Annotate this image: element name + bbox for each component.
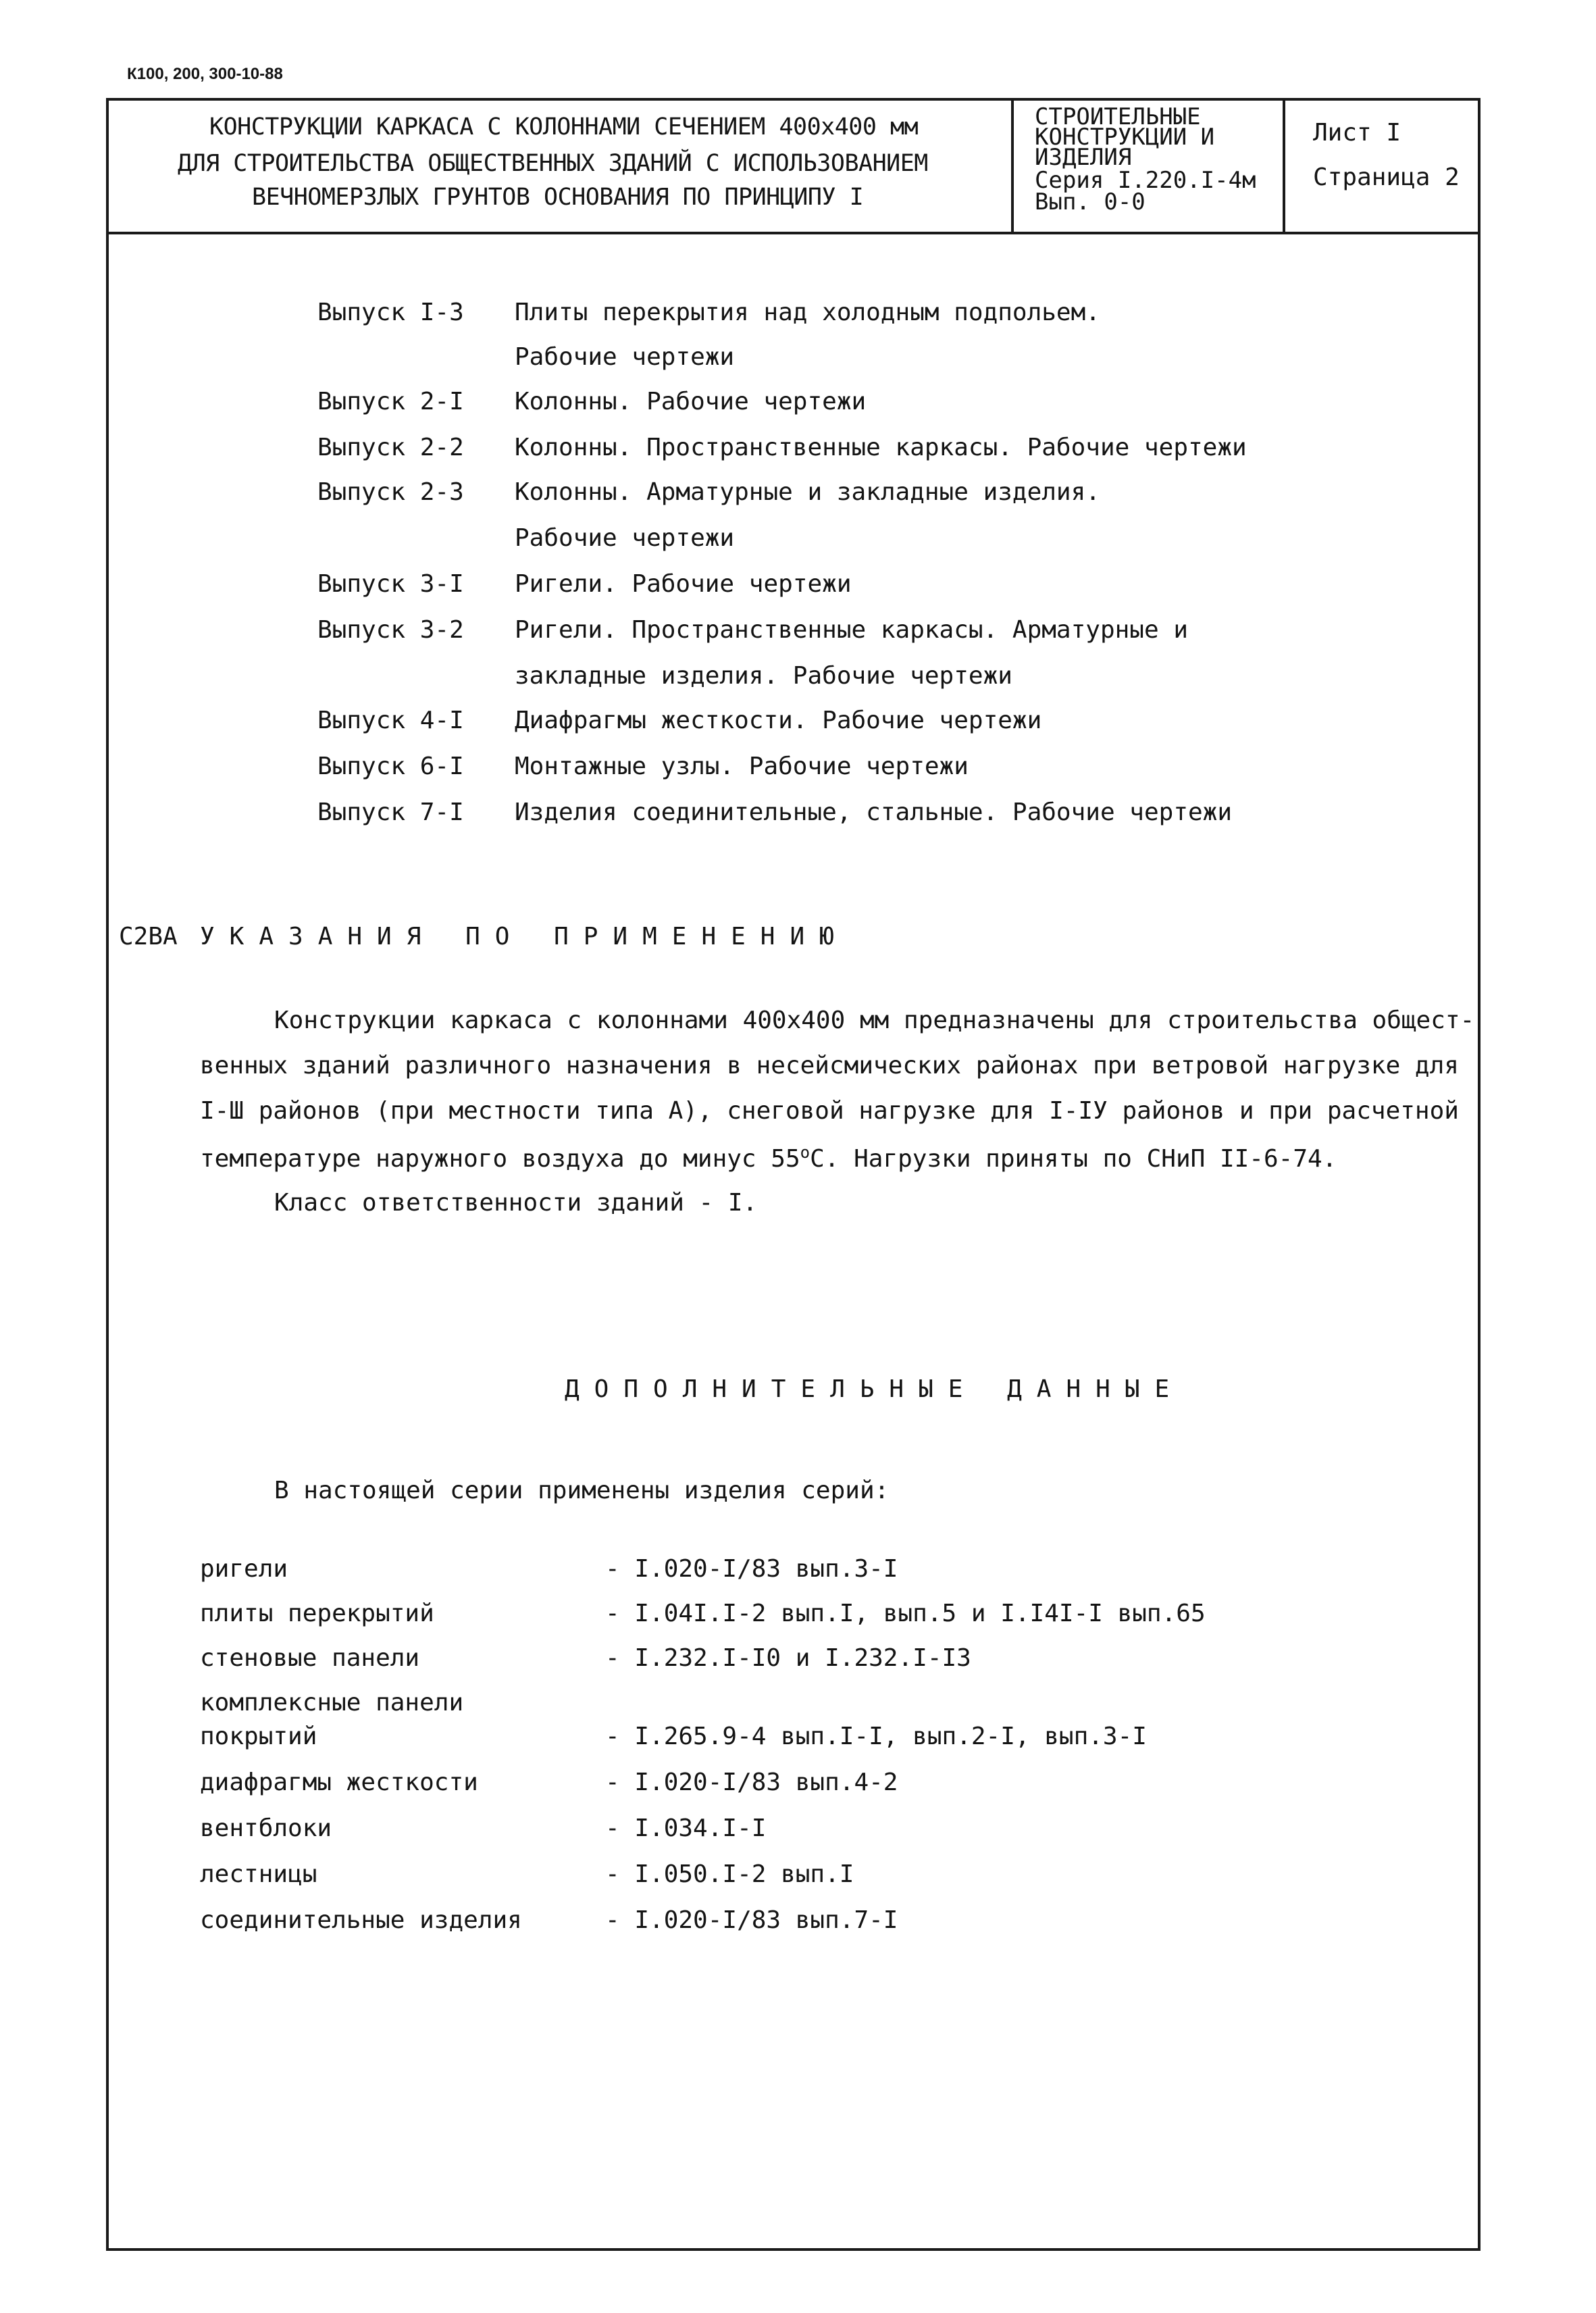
issue-desc: Рабочие чертежи [515,343,735,371]
item-name: ригели [200,1555,288,1583]
paragraph-line: I-Ш районов (при местности типа А), снеговой нагрузке для I-IУ районов и при расчетной [200,1097,1459,1125]
degree-sign: о [800,1143,810,1162]
issue-id: Выпуск 4-I [317,707,464,734]
item-value: - I.020-I/83 вып.7-I [605,1906,898,1934]
issue-id: Выпуск 2-I [317,388,464,415]
title-block-divider [1283,98,1285,234]
section-heading: УКАЗАНИЯ ПО ПРИМЕНЕНИЮ [200,923,849,950]
temperature-text: температуре наружного воздуха до минус 55 [200,1145,800,1173]
item-value: - I.050.I-2 вып.I [605,1860,854,1888]
item-name: стеновые панели [200,1644,420,1672]
issue-desc: закладные изделия. Рабочие чертежи [515,662,1012,690]
series-line: ИЗДЕЛИЯ [1035,144,1132,171]
item-name: плиты перекрытий [200,1600,434,1627]
item-name: вентблоки [200,1814,332,1842]
issue-desc: Плиты перекрытия над холодным подпольем. [515,299,1100,326]
issue-number: Вып. 0-0 [1035,188,1145,215]
series-number: Серия I.220.I-4м [1035,167,1256,194]
paragraph-line: венных зданий различного назначения в несейсмических районах при ветровой нагрузке для [200,1052,1459,1079]
item-name: диафрагмы жесткости [200,1769,478,1796]
title-block-divider [1011,98,1014,234]
paragraph-line [200,1143,1337,1173]
issue-desc: Изделия соединительные, стальные. Рабочие чертежи [515,798,1233,826]
title-line: ВЕЧНОМЕРЗЛЫХ ГРУНТОВ ОСНОВАНИЯ ПО ПРИНЦИПУ I [252,184,864,211]
section-intro: В настоящей серии применены изделия серий: [274,1477,890,1504]
issue-desc: Ригели. Рабочие чертежи [515,570,852,598]
issue-desc: Рабочие чертежи [515,524,735,552]
paragraph-line: Конструкции каркаса с колоннами 400х400 мм предназначены для строительства общест- [274,1007,1475,1034]
issue-desc: Колонны. Рабочие чертежи [515,388,867,415]
item-name: соединительные изделия [200,1906,522,1934]
issue-desc: Монтажные узлы. Рабочие чертежи [515,753,969,780]
issue-id: Выпуск 6-I [317,753,464,780]
issue-id: Выпуск I-3 [317,299,464,326]
title-line: КОНСТРУКЦИИ КАРКАСА С КОЛОННАМИ СЕЧЕНИЕМ 400х400 мм [209,113,919,141]
item-name: покрытий [200,1723,317,1750]
item-name: лестницы [200,1860,317,1888]
section-code: С2ВА [119,923,178,950]
issue-id: Выпуск 7-I [317,798,464,826]
issue-desc: Диафрагмы жесткости. Рабочие чертежи [515,707,1042,734]
item-value: - I.232.I-I0 и I.232.I-I3 [605,1644,971,1672]
temperature-text-end: С. Нагрузки приняты по СНиП II-6-74. [810,1145,1337,1173]
sheet-number: Лист I [1313,119,1401,147]
issue-desc: Ригели. Пространственные каркасы. Арматурные и [515,616,1188,644]
item-value: - I.265.9-4 вып.I-I, вып.2-I, вып.3-I [605,1723,1147,1750]
issue-id: Выпуск 2-2 [317,434,464,461]
responsibility-class: Класс ответственности зданий - I. [274,1189,758,1217]
item-value: - I.020-I/83 вып.4-2 [605,1769,898,1796]
issue-id: Выпуск 2-3 [317,478,464,506]
item-name: комплексные панели [200,1689,464,1717]
item-value: - I.034.I-I [605,1814,767,1842]
title-line: ДЛЯ СТРОИТЕЛЬСТВА ОБЩЕСТВЕННЫХ ЗДАНИЙ С ИСПОЛЬЗОВАНИЕМ [178,150,928,177]
item-value: - I.04I.I-2 вып.I, вып.5 и I.I4I-I вып.65 [605,1600,1206,1627]
issue-desc: Колонны. Пространственные каркасы. Рабочие чертежи [515,434,1247,461]
issue-desc: Колонны. Арматурные и закладные изделия. [515,478,1100,506]
document-code: К100, 200, 300-10-88 [127,65,283,83]
series-line: СТРОИТЕЛЬНЫЕ [1035,103,1201,130]
section-heading: ДОПОЛНИТЕЛЬНЫЕ ДАННЫЕ [565,1375,1185,1403]
issue-id: Выпуск 3-I [317,570,464,598]
series-line: КОНСТРУКЦИИ И [1035,124,1215,151]
issue-id: Выпуск 3-2 [317,616,464,644]
item-value: - I.020-I/83 вып.3-I [605,1555,898,1583]
page-number: Страница 2 [1313,163,1460,191]
